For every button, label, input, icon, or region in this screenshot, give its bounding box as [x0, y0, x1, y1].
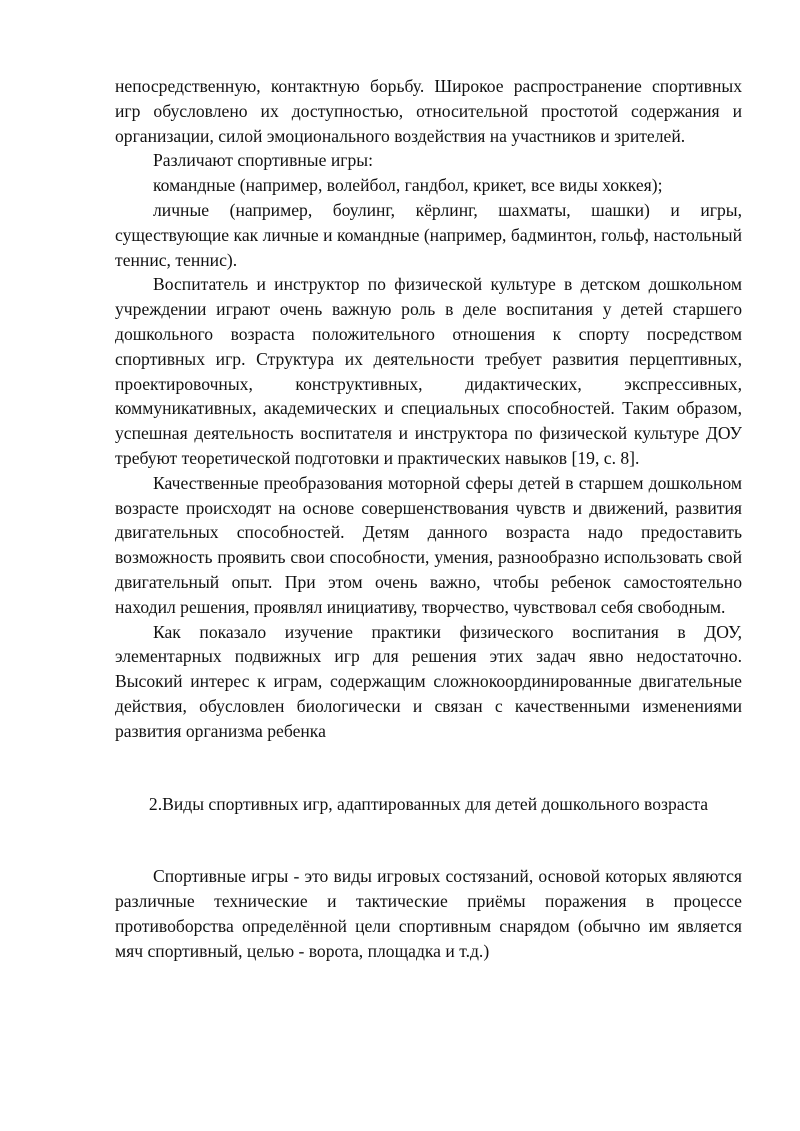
paragraph-classification-intro: Различают спортивные игры:	[153, 150, 373, 171]
paragraph-team-games: командные (например, волейбол, гандбол, крикет, все виды хоккея);	[153, 175, 663, 196]
paragraph-individual-games: личные (например, боулинг, кёрлинг, шахматы, шашки) и игры, существующие как личные и командные (например, бадминтон, гольф, настольный теннис, теннис).	[115, 199, 742, 270]
paragraph-educator-role: Воспитатель и инструктор по физической культуре в детском дошкольном учреждении играют очень важную роль в деле воспитания у детей старшего дошкольного возраста положительного отношения к спорту посредством спортивных игр. Структура их деятельности требует развития перцептивных, проектировочных, конструктивных, дидактических, экспрессивных, коммуникативных, академических и специальных способностей. Таким образом, успешная деятельность воспитателя и инструктора по физической культуре ДОУ требуют теоретической подготовки и практических навыков [19, с. 8].	[115, 274, 742, 468]
paragraph-practice-study: Как показало изучение практики физического воспитания в ДОУ, элементарных подвижных игр для решения этих задач явно недостаточно. Высокий интерес к играм, содержащим сложнокоординированные двигательные действия, обусловлен биологически и связан с качественными изменениями развития организма ребенка	[115, 621, 742, 741]
spacer	[115, 816, 742, 864]
paragraph-motor-development: Качественные преобразования моторной сферы детей в старшем дошкольном возрасте происходят на основе совершенствования чувств и движений, развития двигательных способностей. Детям данного возраста надо предоставить возможность проявить свои способности, умения, разнообразно использовать свой двигательный опыт. При этом очень важно, чтобы ребенок самостоятельно находил решения, проявлял инициативу, творчество, чувствовал себя свободным.	[115, 472, 742, 617]
paragraph-sport-games-definition: Спортивные игры - это виды игровых состязаний, основой которых являются различные технические и тактические приёмы поражения в процессе противоборства определённой цели спортивным снарядом (обычно им является мяч спортивный, целью - ворота, площадка и т.д.)	[115, 866, 742, 961]
paragraph-continuation: непосредственную, контактную борьбу. Широкое распространение спортивных игр обусловлено их доступностью, относительной простотой содержания и организации, силой эмоционального воздействия на участников и зрителей.	[115, 76, 742, 146]
spacer	[115, 744, 742, 792]
section-heading: 2.Виды спортивных игр, адаптированных для детей дошкольного возраста	[148, 793, 709, 814]
